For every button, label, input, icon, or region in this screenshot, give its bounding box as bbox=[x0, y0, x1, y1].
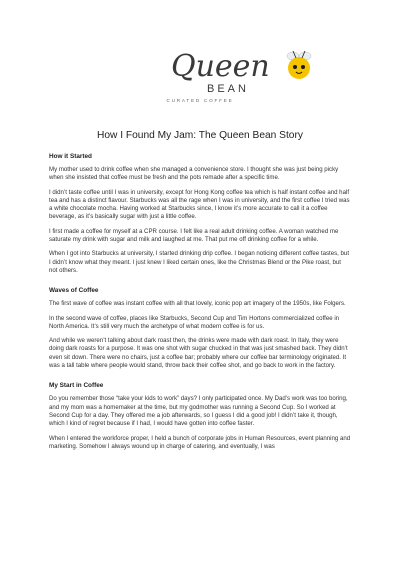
paragraph: I first made a coffee for myself at a CPR course. I felt like a real adult drinking coffee. A woman watched me saturate my drink with sugar and milk and laughed at me. That put me off drinking coffee for a while. bbox=[49, 227, 339, 244]
paragraph: In the second wave of coffee, places like Starbucks, Second Cup and Tim Hortons commercialized coffee in North America. It’s still very much the archetype of what modern coffee is for us. bbox=[49, 314, 340, 330]
paragraph: And while we weren’t talking about dark roast then, the drinks were made with dark roast. In Italy, they were doing dark roasts for a purpose. It was one shot with sugar chucked in that was just smashed back. They didn’t even sit down. There were no chairs, just a coffee bar; probably where our coffee bar terminology originated. It was a tall table where people would stand, throw back their coffee shot, and go back to work in the factory. bbox=[49, 337, 348, 370]
section-my-start-in-coffee bbox=[49, 382, 351, 451]
paragraph: Do you remember those “take your kids to work” days? I only participated once. My Dad’s work was too boring, and my mom was a homemaker at the time, but my godmother was running a Second Cup. So I worked at Second Cup for a day. They offered me a job afterwards, so I guess I did a good job! I didn’t take it, though, which I kind of regret because if I had, I would have gotten into coffee faster. bbox=[49, 395, 348, 428]
section-heading: Waves of Coffee bbox=[49, 287, 99, 295]
paragraph: The first wave of coffee was instant coffee with all that lovely, iconic pop art imagery of the 1950s, like Folgers. bbox=[49, 300, 346, 308]
section-heading: My Start in Coffee bbox=[49, 382, 104, 390]
logo-word-queen: Queen bbox=[171, 49, 270, 84]
paragraph: My mother used to drink coffee when she managed a convenience store. I thought she was just being picky when she insisted that coffee must be fresh and the pots remade after a specific time. bbox=[49, 166, 339, 182]
document-title: How I Found My Jam: The Queen Bean Story bbox=[97, 130, 303, 141]
logo-word-bean: BEAN bbox=[207, 83, 249, 95]
queen-bean-logo bbox=[49, 0, 351, 108]
section-waves-of-coffee bbox=[49, 287, 351, 370]
section-heading: How it Started bbox=[49, 153, 92, 160]
paragraph: I didn’t taste coffee until I was in university, except for Hong Kong coffee tea which is half instant coffee and half tea and has a distinct flavour. Starbucks was all the rage when I was in university, and the first coffee I tried was a white chocolate mocha. Having worked at Starbucks since, I know it’s more accurate to call it a coffee beverage, as it’s basically sugar with just a little coffee. bbox=[49, 188, 350, 221]
paragraph: When I entered the workforce proper, I held a bunch of corporate jobs in Human Resources, event planning and marketing. Somehow I always wound up in charge of catering, and eventually, I was bbox=[49, 434, 351, 450]
bee-icon bbox=[287, 51, 311, 79]
queen-bean-logo-mark bbox=[169, 42, 329, 98]
section-how-it-started bbox=[49, 153, 351, 275]
logo-tagline: CURATED COFFEE bbox=[166, 98, 234, 103]
paragraph: When I got into Starbucks at university, I started drinking drip coffee. I began noticing different coffee tastes, but I didn’t know what they meant. I just knew I liked certain ones, like the Christmas Blend or the Pike roast, but not others. bbox=[49, 250, 350, 274]
